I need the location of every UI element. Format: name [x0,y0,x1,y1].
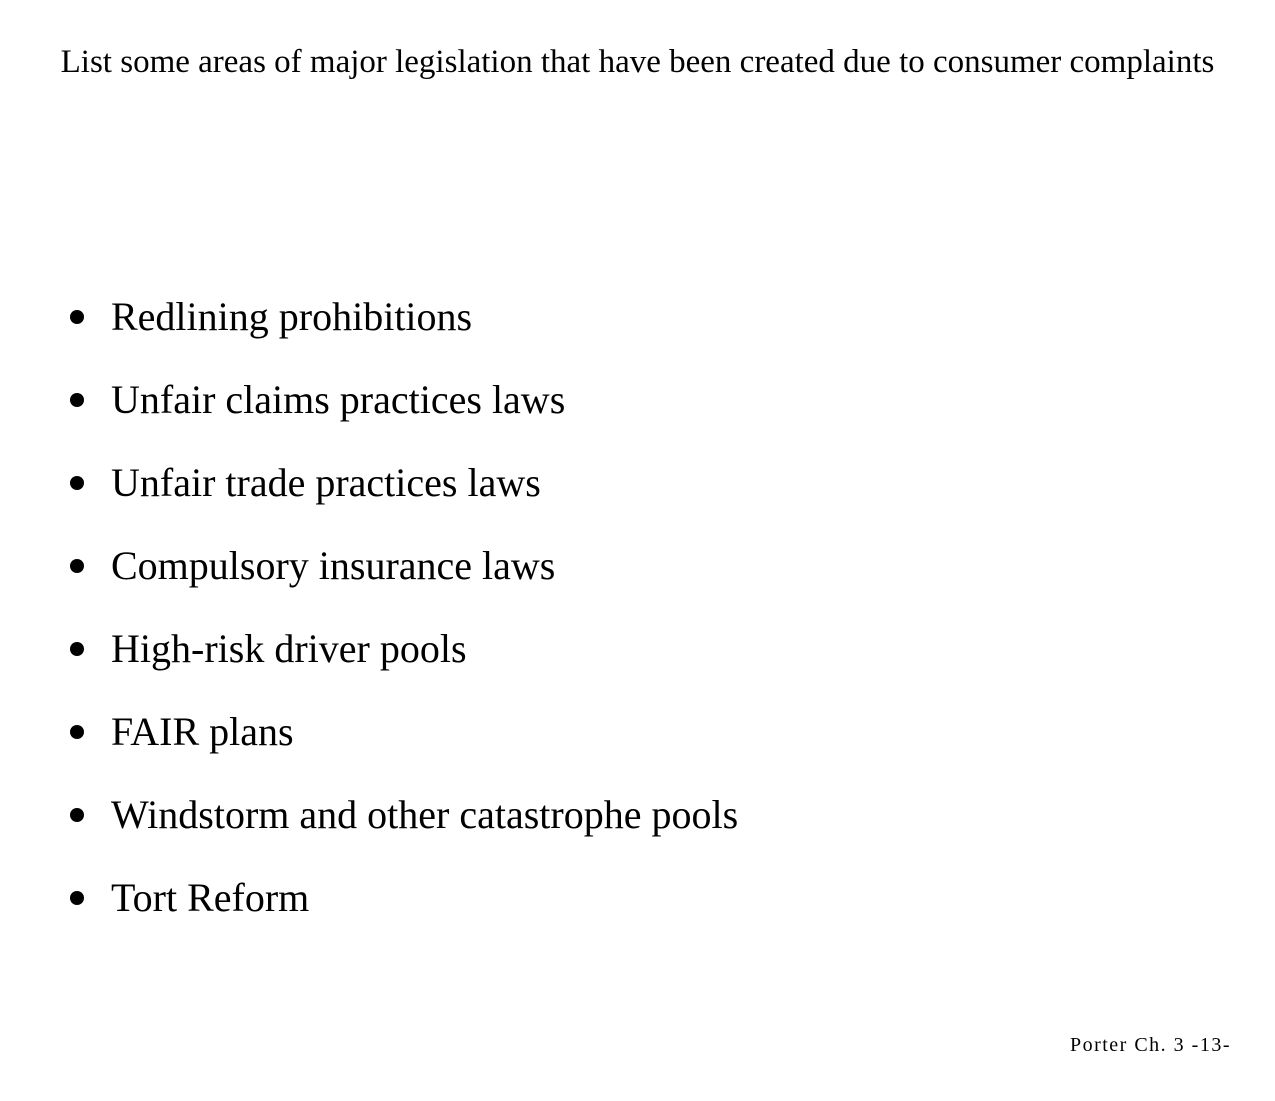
list-item [70,524,738,607]
list-item [70,358,738,441]
list-item [70,773,738,856]
bullet-icon [70,808,84,822]
list-item [70,607,738,690]
list-item-label: High-risk driver pools [111,625,467,671]
bullet-icon [70,476,84,490]
list-item-label: Windstorm and other catastrophe pools [111,791,739,837]
list-item [70,441,738,524]
list-item-label: Unfair claims practices laws [111,376,566,422]
bullet-icon [70,891,84,905]
bullet-icon [70,642,84,656]
list-item-label: Tort Reform [111,874,310,920]
list-item-label: Compulsory insurance laws [111,542,556,588]
slide-title: List some areas of major legislation that have been created due to consumer complaints [60,44,1215,80]
bullet-icon [70,310,84,324]
bullet-icon [70,725,84,739]
bullet-icon [70,393,84,407]
list-item-label: FAIR plans [111,708,294,754]
list-item-label: Redlining prohibitions [111,293,473,339]
list-item-label: Unfair trade practices laws [111,459,541,505]
bullet-icon [70,559,84,573]
footer-reference: Porter Ch. 3 -13- [1069,1034,1231,1056]
bullet-list [70,275,738,939]
list-item [70,690,738,773]
list-item [70,275,738,358]
list-item [70,856,738,939]
